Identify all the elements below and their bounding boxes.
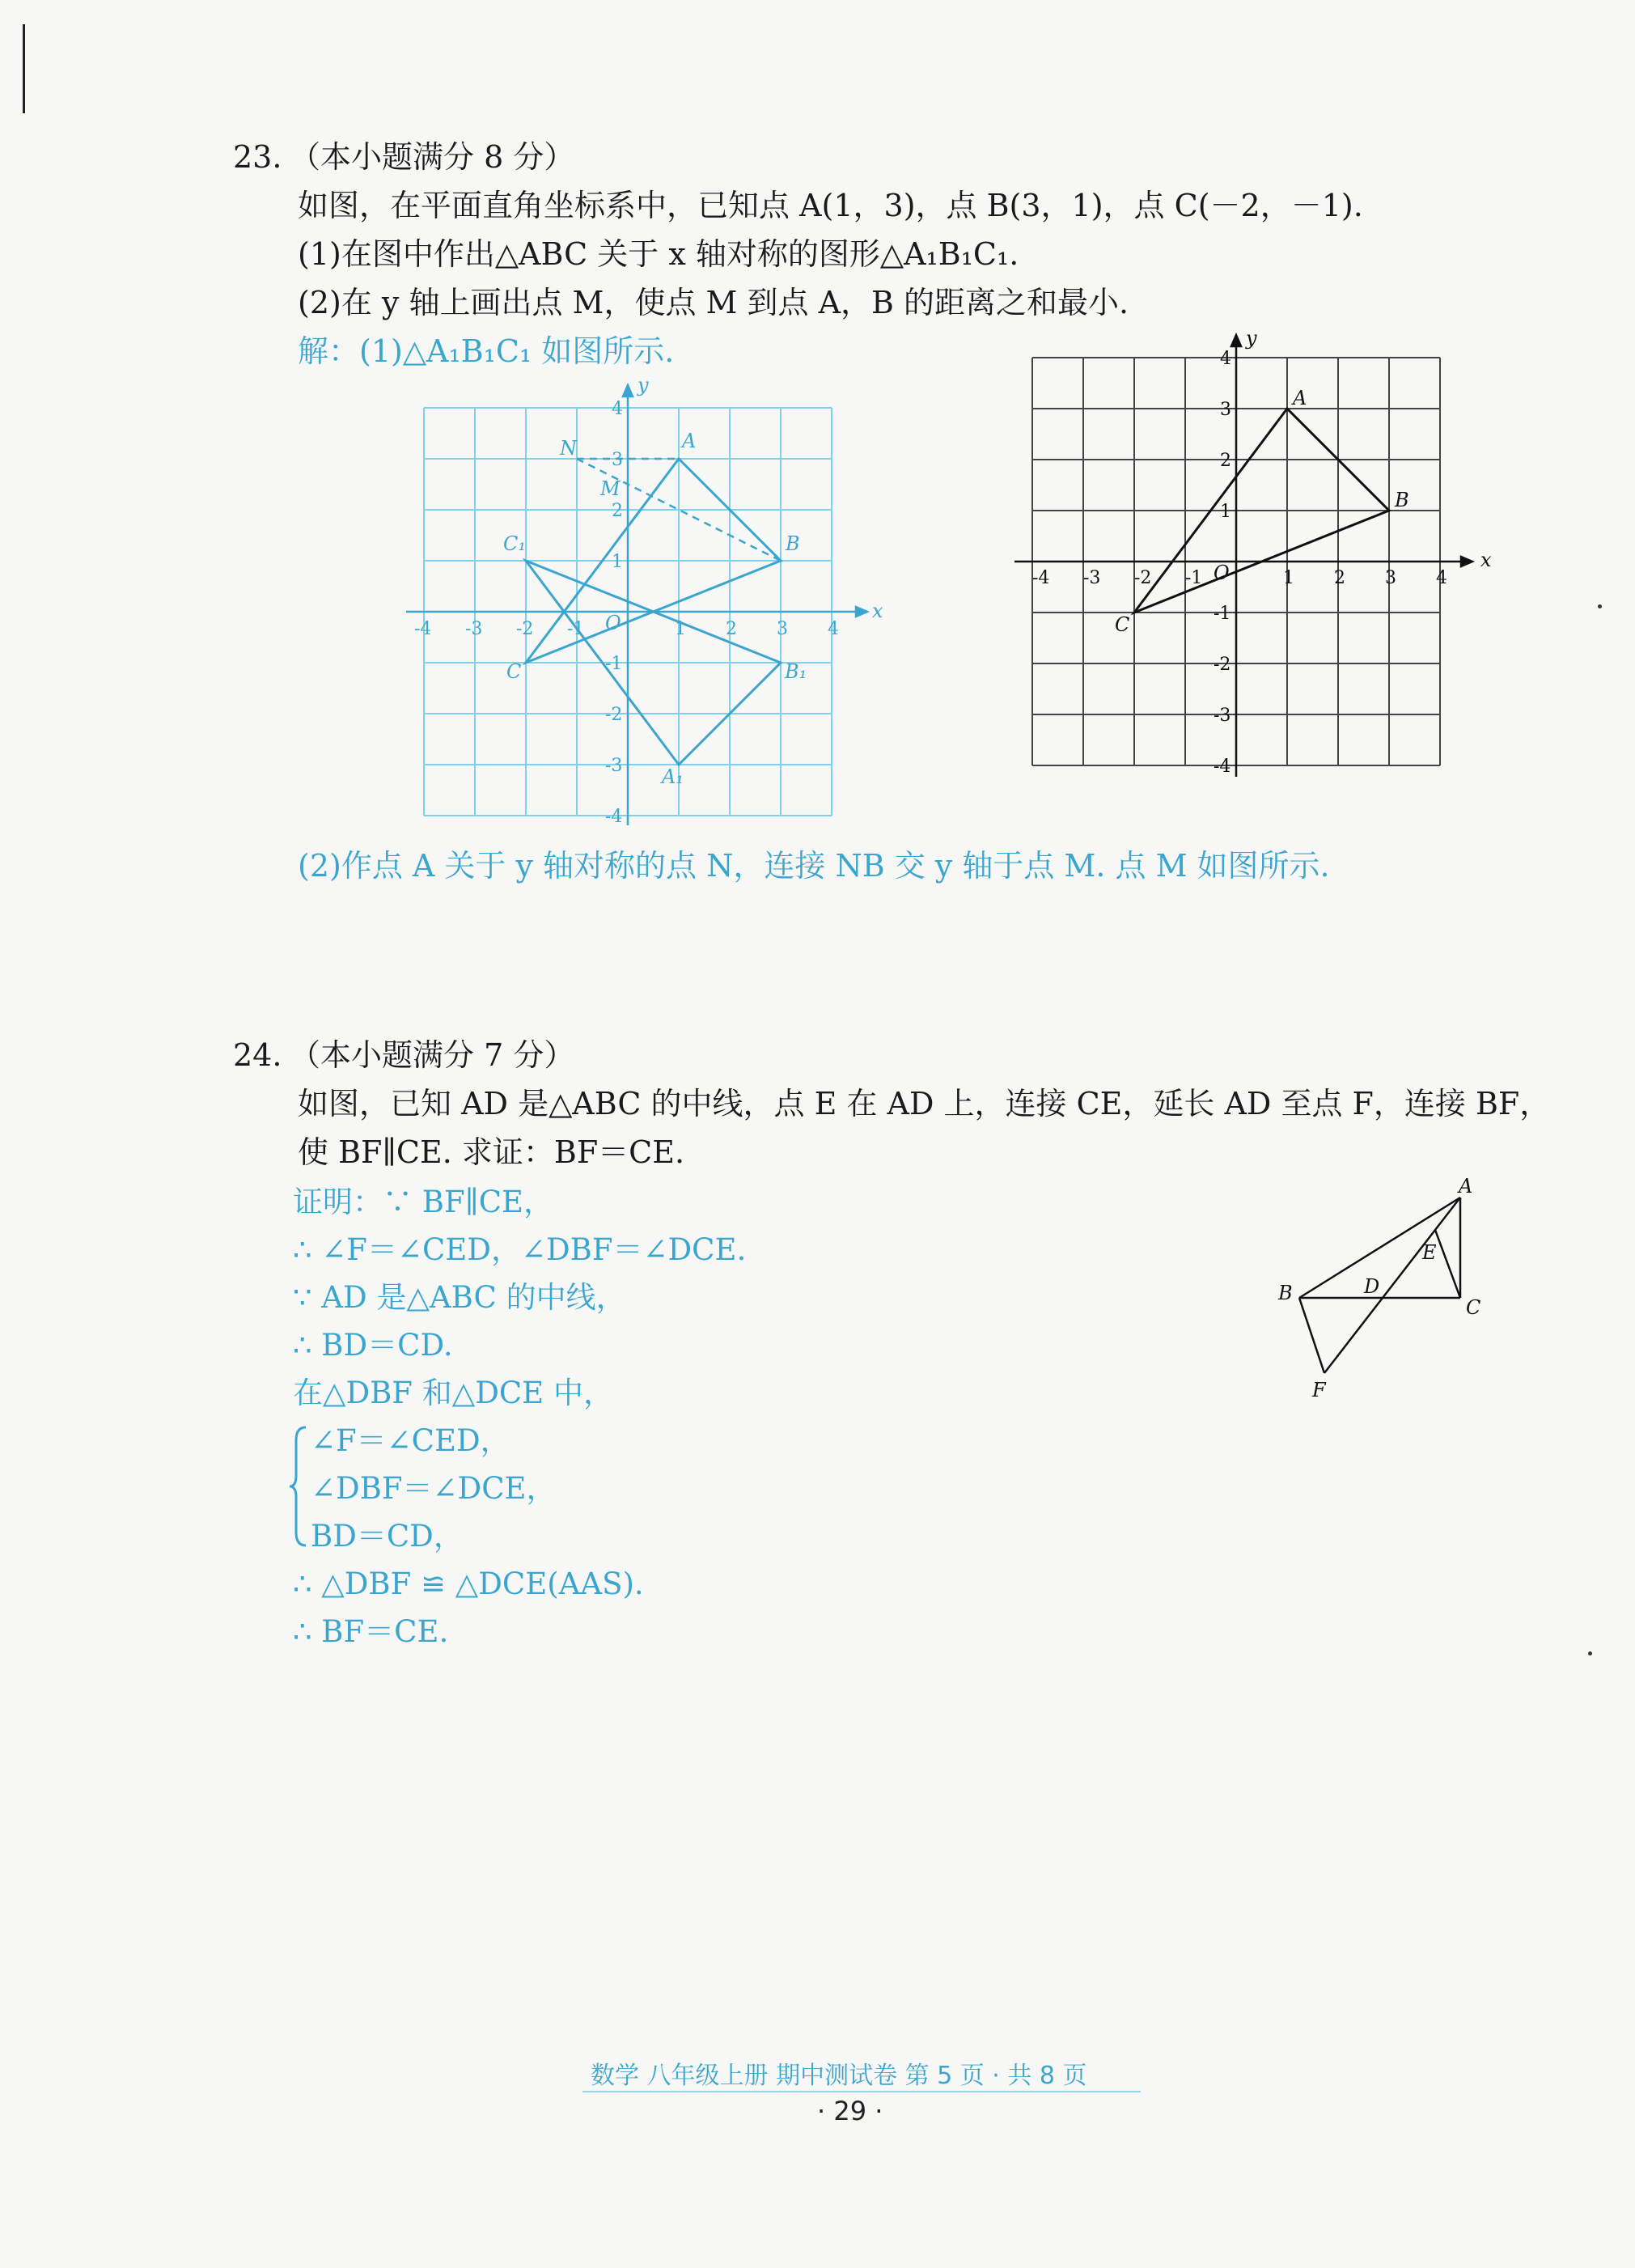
q23-part1: (1)在图中作出△ABC 关于 x 轴对称的图形△A₁B₁C₁. bbox=[298, 236, 1019, 272]
svg-text:-3: -3 bbox=[465, 619, 483, 639]
segment-ce bbox=[1435, 1230, 1460, 1298]
footer-rule bbox=[582, 2091, 1141, 2092]
svg-text:x: x bbox=[1480, 549, 1492, 571]
svg-text:4: 4 bbox=[828, 619, 839, 639]
svg-text:-4: -4 bbox=[1214, 757, 1231, 777]
y-axis-arrow bbox=[623, 385, 633, 396]
svg-text:B: B bbox=[786, 532, 800, 555]
svg-text:C: C bbox=[1115, 613, 1130, 636]
svg-text:-3: -3 bbox=[605, 756, 623, 776]
svg-text:M: M bbox=[600, 477, 621, 500]
system-line: BD＝CD， bbox=[311, 1519, 464, 1554]
svg-text:4: 4 bbox=[1436, 568, 1447, 588]
svg-text:-2: -2 bbox=[605, 705, 623, 725]
svg-text:4: 4 bbox=[612, 399, 623, 419]
svg-text:2: 2 bbox=[726, 619, 737, 639]
svg-text:-1: -1 bbox=[567, 619, 585, 639]
svg-text:A₁: A₁ bbox=[662, 765, 684, 788]
svg-text:3: 3 bbox=[777, 619, 788, 639]
svg-text:-1: -1 bbox=[1214, 604, 1231, 624]
proof-line: 在△DBF 和△DCE 中， bbox=[293, 1376, 613, 1410]
q24-number: 24. bbox=[233, 1037, 282, 1073]
svg-text:A: A bbox=[682, 430, 697, 452]
svg-text:D: D bbox=[1364, 1275, 1380, 1298]
svg-text:-1: -1 bbox=[605, 654, 623, 674]
svg-text:y: y bbox=[637, 374, 649, 396]
svg-text:-3: -3 bbox=[1214, 706, 1231, 726]
svg-text:-4: -4 bbox=[414, 619, 432, 639]
svg-text:x: x bbox=[872, 600, 883, 622]
binding-mark bbox=[23, 24, 25, 113]
proof-conclusion: ∴ BF＝CE. bbox=[293, 1614, 449, 1649]
svg-text:-1: -1 bbox=[1185, 568, 1203, 588]
svg-text:C: C bbox=[506, 660, 522, 683]
svg-text:A: A bbox=[1293, 387, 1307, 409]
q24-stem-line1: 如图，已知 AD 是△ABC 的中线，点 E 在 AD 上，连接 CE，延长 AD 至点 F，连接 BF， bbox=[298, 1086, 1551, 1121]
q23-stem: 如图，在平面直角坐标系中，已知点 A(1，3)，点 B(3，1)，点 C(－2，－1). bbox=[298, 188, 1363, 223]
q23-part2: (2)在 y 轴上画出点 M，使点 M 到点 A，B 的距离之和最小. bbox=[298, 285, 1129, 320]
q24-stem-line2: 使 BF∥CE. 求证：BF＝CE. bbox=[298, 1134, 685, 1170]
scan-speck bbox=[1588, 1651, 1592, 1655]
proof-line: ∴ ∠F＝∠CED，∠DBF＝∠DCE. bbox=[293, 1232, 747, 1267]
svg-text:-4: -4 bbox=[1032, 568, 1050, 588]
svg-text:N: N bbox=[560, 437, 577, 460]
svg-text:2: 2 bbox=[612, 501, 623, 521]
q23-number: 23. bbox=[233, 139, 282, 175]
svg-text:B: B bbox=[1278, 1282, 1293, 1304]
svg-text:1: 1 bbox=[1220, 502, 1231, 522]
q23-solution-2: (2)作点 A 关于 y 轴对称的点 N，连接 NB 交 y 轴于点 M. 点 M 如图所示. bbox=[298, 848, 1330, 884]
q23-solution-1: 解：(1)△A₁B₁C₁ 如图所示. bbox=[298, 333, 675, 369]
svg-text:A: A bbox=[1459, 1175, 1473, 1198]
svg-text:4: 4 bbox=[1220, 349, 1231, 369]
page-number: · 29 · bbox=[817, 2096, 883, 2126]
system-line: ∠F＝∠CED， bbox=[311, 1423, 510, 1458]
svg-text:2: 2 bbox=[1220, 451, 1231, 471]
svg-text:y: y bbox=[1246, 327, 1257, 350]
proof-line: ∵ AD 是△ABC 的中线， bbox=[293, 1280, 626, 1315]
proof-line: 证明：∵ BF∥CE， bbox=[293, 1185, 554, 1219]
svg-text:O: O bbox=[605, 612, 621, 634]
svg-text:3: 3 bbox=[1385, 568, 1396, 588]
q23-question-figure bbox=[1003, 324, 1505, 785]
svg-text:1: 1 bbox=[1283, 568, 1294, 588]
segment-bf bbox=[1299, 1298, 1324, 1373]
system-line: ∠DBF＝∠DCE， bbox=[311, 1471, 557, 1506]
system-brace bbox=[290, 1426, 307, 1547]
svg-text:-2: -2 bbox=[1214, 655, 1231, 675]
q24-figure bbox=[1262, 1165, 1505, 1408]
q23-solution-figure bbox=[396, 372, 882, 833]
svg-text:B₁: B₁ bbox=[785, 660, 807, 683]
proof-conclusion: ∴ △DBF ≌ △DCE(AAS). bbox=[293, 1566, 644, 1601]
svg-text:-2: -2 bbox=[1134, 568, 1152, 588]
svg-text:E: E bbox=[1422, 1241, 1437, 1264]
scan-speck bbox=[1598, 604, 1602, 608]
svg-text:-4: -4 bbox=[605, 807, 623, 827]
svg-text:2: 2 bbox=[1334, 568, 1345, 588]
q23-points: （本小题满分 8 分） bbox=[290, 139, 575, 175]
svg-text:O: O bbox=[1214, 562, 1230, 584]
proof-line: ∴ BD＝CD. bbox=[293, 1328, 453, 1363]
svg-text:3: 3 bbox=[612, 450, 623, 470]
svg-text:B: B bbox=[1395, 489, 1409, 511]
svg-text:3: 3 bbox=[1220, 400, 1231, 420]
footer-text: 数学 八年级上册 期中测试卷 第 5 页 · 共 8 页 bbox=[591, 2062, 1087, 2090]
svg-text:1: 1 bbox=[612, 552, 623, 572]
svg-text:C₁: C₁ bbox=[503, 532, 526, 555]
svg-text:F: F bbox=[1312, 1379, 1326, 1401]
svg-text:-3: -3 bbox=[1083, 568, 1101, 588]
segment-af bbox=[1324, 1198, 1460, 1373]
svg-text:1: 1 bbox=[675, 619, 686, 639]
q24-points: （本小题满分 7 分） bbox=[290, 1037, 575, 1073]
svg-text:C: C bbox=[1466, 1296, 1481, 1319]
x-axis-arrow bbox=[856, 607, 867, 617]
svg-text:-2: -2 bbox=[516, 619, 534, 639]
